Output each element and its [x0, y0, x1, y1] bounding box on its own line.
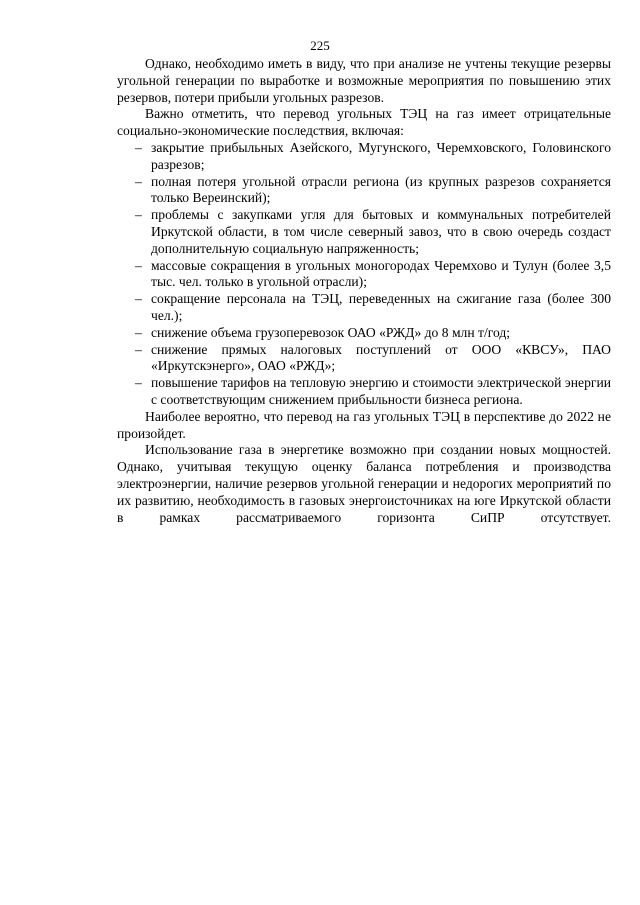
dash-marker: –: [135, 139, 142, 155]
list-item-text: повышение тарифов на тепловую энергию и стоимости электрической энергии с соответствующим снижением прибыльности бизнеса региона.: [151, 375, 611, 407]
dash-marker: –: [135, 207, 142, 223]
dash-marker: –: [135, 291, 142, 307]
list-item-text: снижение прямых налоговых поступлений от ООО «КВСУ», ПАО «Иркутскэнерго», ОАО «РЖД»;: [151, 341, 611, 374]
paragraph: Использование газа в энергетике возможно при создании новых мощностей. Однако, учитывая текущую оценку баланса потребления и производства электроэнергии, наличие резервов угольной генерации и недорогих мероприятий по их развитию, необходимость в газовых энергоисточниках на юге Иркутской области в рамках рассматриваемого горизонта СиПР отсутствует.: [117, 442, 611, 525]
dash-marker: –: [135, 375, 142, 391]
dash-marker: –: [135, 324, 142, 340]
list-item: [135, 324, 611, 342]
list-item: [135, 341, 611, 376]
list-item: [135, 207, 611, 257]
list-item: [135, 257, 611, 292]
dash-marker: –: [135, 173, 142, 189]
paragraph: Однако, необходимо иметь в виду, что при анализе не учтены текущие резервы угольной генерации по выработке и возможные мероприятия по повышению этих резервов, потери прибыли угольных разрезов.: [117, 56, 611, 105]
list-item: [135, 291, 611, 325]
consequences-list: [117, 140, 611, 409]
list-item-text: сокращение персонала на ТЭЦ, переведенных на сжигание газа (более 300 чел.);: [151, 291, 611, 323]
list-item-text: массовые сокращения в угольных моногородах Черемхово и Тулун (более 3,5 тыс. чел. только в угольной отрасли);: [151, 257, 611, 290]
list-item: [135, 139, 611, 174]
list-item: [135, 173, 611, 208]
list-item-text: полная потеря угольной отрасли региона (из крупных разрезов сохраняется только Вереинский);: [151, 173, 611, 206]
paragraph: Важно отметить, что перевод угольных ТЭЦ на газ имеет отрицательные социально-экономические последствия, включая:: [117, 106, 611, 139]
document-body: [117, 56, 611, 526]
list-item: [135, 375, 611, 409]
paragraph: Наиболее вероятно, что перевод на газ угольных ТЭЦ в перспективе до 2022 не произойдет.: [117, 408, 611, 441]
list-item-text: закрытие прибыльных Азейского, Мугунского, Черемховского, Головинского разрезов;: [151, 139, 611, 172]
dash-marker: –: [135, 257, 142, 273]
list-item-text: снижение объема грузоперевозок ОАО «РЖД» до 8 млн т/год;: [151, 324, 511, 340]
dash-marker: –: [135, 341, 142, 357]
list-item-text: проблемы с закупками угля для бытовых и коммунальных потребителей Иркутской области, в том числе северный завоз, что в свою очередь создаст дополнительную социальную напряженность;: [151, 207, 611, 256]
page-number: 225: [310, 38, 330, 53]
